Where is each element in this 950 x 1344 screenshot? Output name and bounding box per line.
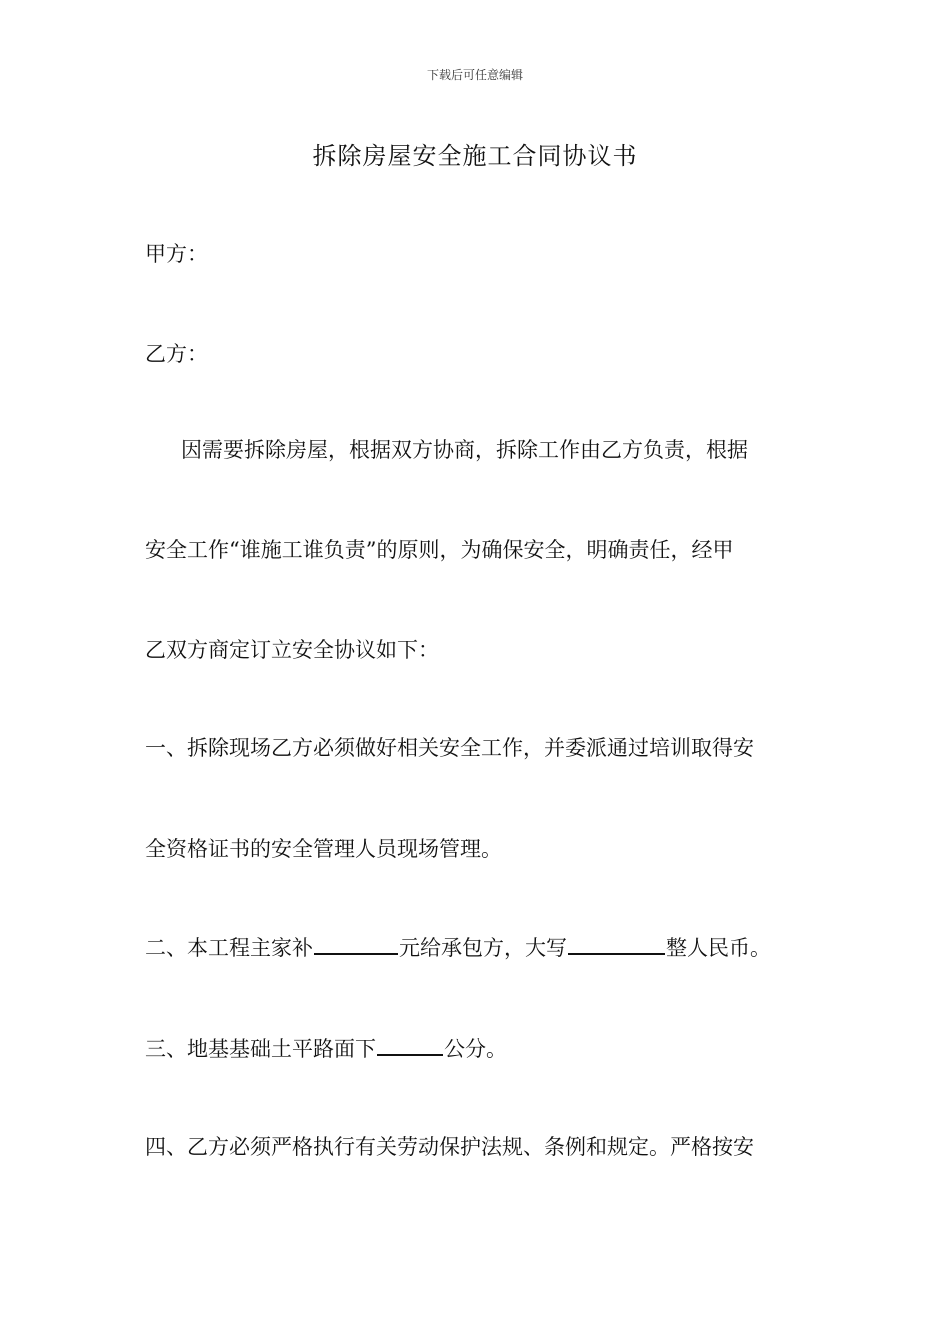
clause-2-line: [145, 933, 805, 963]
clause-2-text-3: 整人民币。: [666, 936, 771, 960]
amount-words-blank: [568, 933, 665, 955]
clause-2-text-1: 二、本工程主家补: [145, 936, 313, 960]
party-a-line: 甲方：: [145, 242, 208, 266]
clause-1-line-2: 全资格证书的安全管理人员现场管理。: [145, 837, 502, 861]
intro-line-2: 安全工作“谁施工谁负责”的原则，为确保安全，明确责任，经甲: [145, 538, 734, 562]
depth-blank: [377, 1034, 443, 1056]
party-b-line: 乙方：: [145, 342, 208, 366]
document-title: 拆除房屋安全施工合同协议书: [312, 142, 638, 170]
clause-4-line-1: 四、乙方必须严格执行有关劳动保护法规、条例和规定。严格按安: [145, 1135, 754, 1159]
clause-3-line: [145, 1034, 805, 1064]
intro-line-3: 乙双方商定订立安全协议如下：: [145, 638, 439, 662]
clause-3-text-1: 三、地基基础土平路面下: [145, 1037, 376, 1061]
intro-line-1: 因需要拆除房屋，根据双方协商，拆除工作由乙方负责，根据: [181, 438, 748, 462]
clause-1-line-1: 一、拆除现场乙方必须做好相关安全工作，并委派通过培训取得安: [145, 736, 754, 760]
clause-3-text-2: 公分。: [444, 1037, 507, 1061]
clause-2-text-2: 元给承包方，大写: [399, 936, 567, 960]
header-note: 下载后可任意编辑: [426, 68, 523, 82]
amount-blank: [314, 933, 398, 955]
